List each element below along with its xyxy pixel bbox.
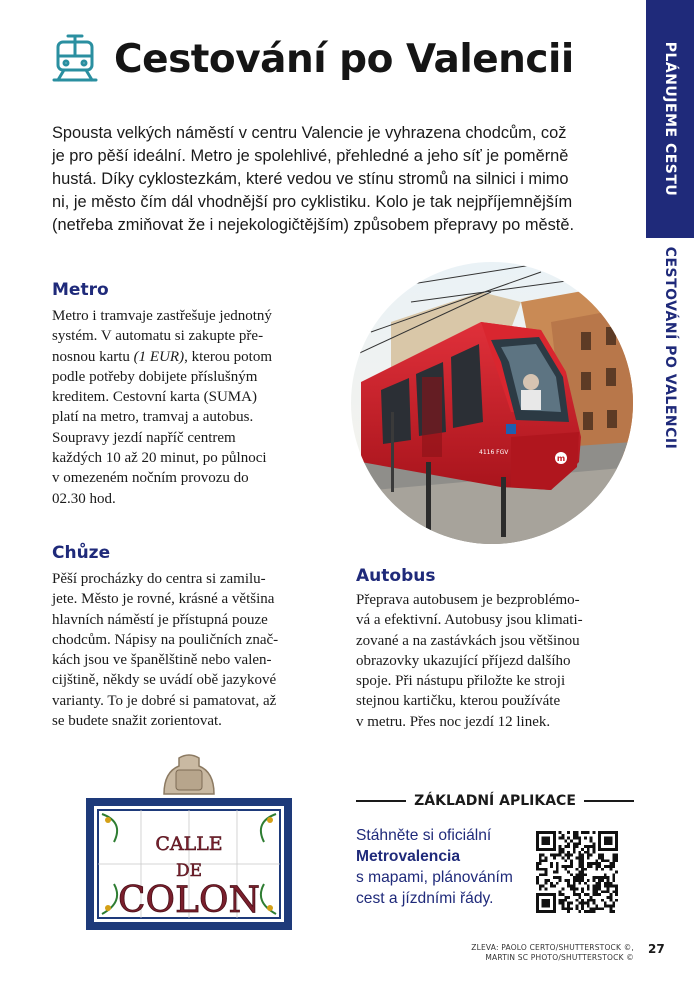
intro-line: Spousta velkých náměstí v centru Valencie je vyhrazena chodcům, což bbox=[52, 124, 567, 142]
metro-heading: Metro bbox=[52, 280, 109, 300]
walking-line: varianty. To je dobré si pamatovat, až bbox=[52, 692, 277, 709]
metro-text bbox=[52, 306, 342, 509]
divider bbox=[584, 800, 634, 802]
app-line: cest a jízdními řády. bbox=[356, 890, 494, 907]
walking-line: kách jsou ve španělštině nebo valen- bbox=[52, 652, 272, 669]
walking-line: hlavních náměstí je přístupná pouze bbox=[52, 611, 268, 628]
intro-paragraph bbox=[52, 122, 612, 237]
app-name-text: Metrovalencia bbox=[356, 848, 461, 865]
metro-line: Soupravy jezdí napříč centrem bbox=[52, 429, 236, 446]
bus-line: vá a efektivní. Autobusy jsou klimati- bbox=[356, 612, 583, 629]
walking-text bbox=[52, 569, 352, 731]
metro-line-part: nosnou kartu bbox=[52, 348, 134, 365]
app-box-header bbox=[356, 793, 634, 809]
intro-line: hustá. Díky cyklostezkám, které vedou ve stínu stromů na silnici i mimo bbox=[52, 170, 569, 188]
metro-line: v omezeném nočním provozu do bbox=[52, 470, 249, 487]
metro-line: kreditem. Cestovní karta (SUMA) bbox=[52, 389, 257, 406]
app-description bbox=[356, 825, 526, 909]
intro-line: (netřeba zmiňovat že i nejekologičtějším) způsobem přepravy po městě. bbox=[52, 216, 575, 234]
page-number: 27 bbox=[648, 942, 665, 956]
bus-line: spoje. Při nástupu přiložte ke stroji bbox=[356, 673, 566, 690]
qr-code-icon[interactable] bbox=[536, 831, 618, 913]
metro-line: 02.30 hod. bbox=[52, 490, 116, 507]
app-line: s mapami, plánováním bbox=[356, 869, 513, 886]
photo-credits bbox=[471, 943, 634, 963]
tram-photo bbox=[351, 262, 633, 544]
page-title: Cestování po Valencii bbox=[114, 36, 574, 82]
metro-price: (1 EUR) bbox=[133, 348, 185, 365]
intro-line: je pro pěší ideální. Metro je spolehlivé, přehledné a jeho síť je poměrně bbox=[52, 147, 569, 165]
metro-line: každých 10 až 20 minut, po půlnoci bbox=[52, 450, 267, 467]
credit-line: ZLEVA: PAOLO CERTO/SHUTTERSTOCK ©, bbox=[471, 943, 634, 952]
bus-line: Přeprava autobusem je bezproblémo- bbox=[356, 592, 580, 608]
chapter-tab-label: PLÁNUJEME CESTU bbox=[662, 41, 678, 197]
app-name bbox=[356, 846, 526, 867]
metro-line: platí na metro, tramvaj a autobus. bbox=[52, 409, 254, 426]
app-box bbox=[356, 793, 634, 907]
bus-line: obrazovky ukazující příjezd dalšího bbox=[356, 652, 571, 669]
metro-line: systém. V automatu si zakupte pře- bbox=[52, 328, 264, 345]
bus-line: zované a na zastávkách jsou většinou bbox=[356, 632, 580, 649]
bus-heading: Autobus bbox=[356, 566, 436, 586]
tram-logo: m bbox=[556, 454, 566, 463]
app-box-title: ZÁKLADNÍ APLIKACE bbox=[414, 793, 576, 809]
street-sign-photo bbox=[84, 752, 294, 932]
intro-line: ni, je město čím dál vhodnější pro cyklistiku. Kolo je tak nejpříjemnějším bbox=[52, 193, 573, 211]
metro-line: Metro i tramvaje zastřešuje jednotný bbox=[52, 308, 272, 324]
sign-line-colon: COLON bbox=[118, 880, 260, 921]
walking-line: Pěší procházky do centra si zamilu- bbox=[52, 571, 266, 587]
metro-line: podle potřeby dobijete příslušným bbox=[52, 368, 258, 385]
section-tab-label: CESTOVÁNÍ PO VALENCII bbox=[662, 246, 678, 450]
divider bbox=[356, 800, 406, 802]
walking-line: se budete snažit zorientovat. bbox=[52, 713, 222, 730]
walking-line: cijštině, někdy se uvádí obě jazykové bbox=[52, 672, 277, 689]
walking-heading: Chůze bbox=[52, 543, 111, 563]
tram-label: 4116 FGV bbox=[479, 449, 509, 456]
bus-text bbox=[356, 590, 646, 732]
section-tab bbox=[646, 238, 694, 488]
metro-line bbox=[52, 347, 342, 367]
credit-line: MARTIN SC PHOTO/SHUTTERSTOCK © bbox=[485, 953, 634, 962]
tram-illustration bbox=[351, 262, 633, 544]
bus-line: stejnou kartičku, kterou používáte bbox=[356, 693, 561, 710]
sign-line-de: DE bbox=[175, 861, 203, 881]
title-row bbox=[50, 32, 574, 86]
sign-line-calle: CALLE bbox=[155, 833, 223, 855]
bus-line: v metru. Přes noc jezdí 12 linek. bbox=[356, 713, 551, 730]
tram-icon bbox=[50, 32, 100, 86]
walking-line: jete. Město je rovné, krásné a většina bbox=[52, 591, 275, 608]
app-line: Stáhněte si oficiální bbox=[356, 827, 492, 844]
metro-line-part: , kterou potom bbox=[184, 348, 272, 365]
chapter-tab bbox=[646, 0, 694, 238]
walking-line: chodcům. Nápisy na pouličních znač- bbox=[52, 631, 279, 648]
